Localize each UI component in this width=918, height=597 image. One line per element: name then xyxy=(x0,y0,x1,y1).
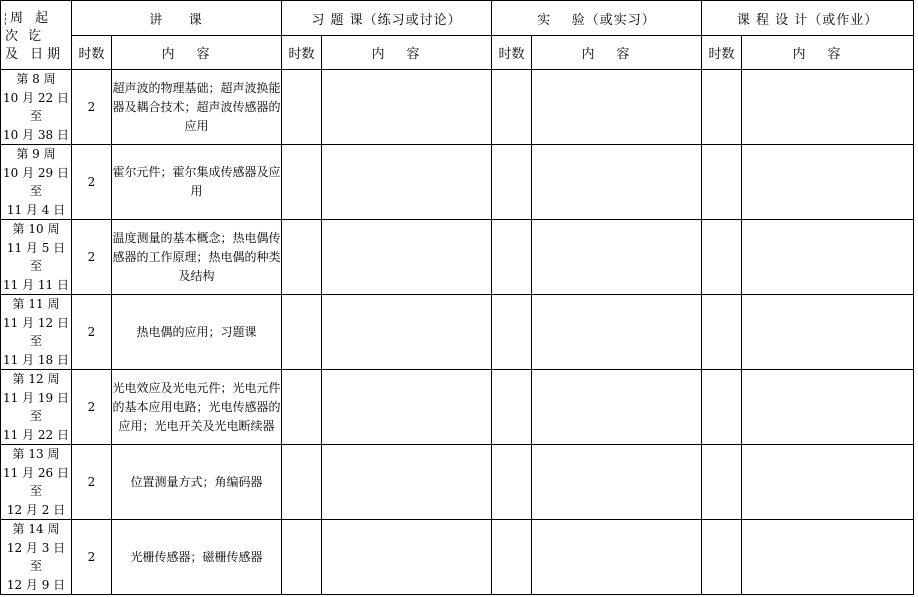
design-hours xyxy=(702,370,742,445)
lecture-content: 霍尔元件；霍尔集成传感器及应用 xyxy=(112,145,282,220)
exercise-hours xyxy=(282,295,322,370)
lecture-content: 温度测量的基本概念；热电偶传感器的工作原理；热电偶的种类及结构 xyxy=(112,220,282,295)
experiment-content xyxy=(532,520,702,595)
week-label: 第 12 周 xyxy=(12,372,60,386)
experiment-content xyxy=(532,70,702,145)
table-row xyxy=(1,295,914,370)
experiment-hours xyxy=(492,70,532,145)
design-content xyxy=(742,295,914,370)
corner-label-3: 及 日期 xyxy=(5,47,65,62)
exercise-hours xyxy=(282,445,322,520)
week-date-header xyxy=(1,1,72,70)
date-separator: 至 xyxy=(29,109,42,123)
week-label: 第 14 周 xyxy=(12,522,60,536)
corner-label-1: 周 起 xyxy=(10,11,53,26)
design-content xyxy=(742,370,914,445)
exercise-hours xyxy=(282,70,322,145)
experiment-content xyxy=(532,220,702,295)
start-date: 10 月 29 日 xyxy=(3,165,69,180)
header-row-top xyxy=(1,1,914,36)
end-date: 10 月 38 日 xyxy=(3,127,69,142)
lecture-hours: 2 xyxy=(72,145,112,220)
design-content-header xyxy=(742,36,914,70)
week-label: 第 13 周 xyxy=(12,447,60,461)
date-separator: 至 xyxy=(29,409,42,423)
experiment-hours xyxy=(492,520,532,595)
lecture-hours: 2 xyxy=(72,520,112,595)
design-content xyxy=(742,145,914,220)
exercise-content xyxy=(322,520,492,595)
experiment-content-label: 内容 xyxy=(581,47,652,62)
start-date: 12 月 3 日 xyxy=(6,540,66,555)
week-cell xyxy=(1,370,72,445)
design-hours xyxy=(702,220,742,295)
design-hours xyxy=(702,295,742,370)
design-content-label: 内容 xyxy=(792,47,863,62)
week-label: 第 9 周 xyxy=(16,147,56,161)
table-row xyxy=(1,220,914,295)
lecture-content: 光栅传感器；磁栅传感器 xyxy=(112,520,282,595)
date-separator: 至 xyxy=(29,259,42,273)
exercise-content xyxy=(322,145,492,220)
week-cell xyxy=(1,295,72,370)
lecture-content: 超声波的物理基础；超声波换能器及耦合技术；超声波传感器的应用 xyxy=(112,70,282,145)
edit-mark-icon xyxy=(5,13,9,25)
end-date: 12 月 2 日 xyxy=(6,502,66,517)
start-date: 11 月 5 日 xyxy=(6,240,66,255)
date-separator: 至 xyxy=(29,184,42,198)
exercise-hours xyxy=(282,145,322,220)
end-date: 11 月 11 日 xyxy=(3,277,69,292)
lecture-content: 热电偶的应用；习题课 xyxy=(112,295,282,370)
date-separator: 至 xyxy=(29,559,42,573)
exercise-content xyxy=(322,220,492,295)
experiment-hours xyxy=(492,145,532,220)
week-label: 第 8 周 xyxy=(16,72,56,86)
experiment-header: 实 验（或实习） xyxy=(492,1,702,36)
start-date: 11 月 26 日 xyxy=(3,465,69,480)
end-date: 11 月 22 日 xyxy=(3,427,69,442)
lecture-content: 光电效应及光电元件；光电元件的基本应用电路；光电传感器的应用；光电开关及光电断续器 xyxy=(112,370,282,445)
date-separator: 至 xyxy=(29,484,42,498)
experiment-content xyxy=(532,145,702,220)
table-row xyxy=(1,70,914,145)
table-row xyxy=(1,370,914,445)
week-cell xyxy=(1,520,72,595)
design-content xyxy=(742,520,914,595)
date-separator: 至 xyxy=(29,334,42,348)
design-hours xyxy=(702,145,742,220)
exercise-hours xyxy=(282,370,322,445)
design-header: 课 程 设 计（或作业） xyxy=(702,1,914,36)
lecture-content-header xyxy=(112,36,282,70)
exercise-content xyxy=(322,370,492,445)
lecture-hours: 2 xyxy=(72,70,112,145)
exercise-hours-header: 时数 xyxy=(282,36,322,70)
lecture-content: 位置测量方式；角编码器 xyxy=(112,445,282,520)
lecture-hours-header: 时数 xyxy=(72,36,112,70)
week-cell xyxy=(1,445,72,520)
end-date: 12 月 9 日 xyxy=(6,577,66,592)
lecture-hours: 2 xyxy=(72,445,112,520)
design-content xyxy=(742,445,914,520)
exercise-hours xyxy=(282,520,322,595)
start-date: 11 月 12 日 xyxy=(3,315,69,330)
experiment-hours xyxy=(492,445,532,520)
end-date: 11 月 4 日 xyxy=(6,202,66,217)
start-date: 11 月 19 日 xyxy=(3,390,69,405)
design-hours xyxy=(702,520,742,595)
design-content xyxy=(742,70,914,145)
experiment-hours-header: 时数 xyxy=(492,36,532,70)
exercise-content xyxy=(322,295,492,370)
experiment-hours xyxy=(492,220,532,295)
experiment-content xyxy=(532,295,702,370)
lecture-hours: 2 xyxy=(72,295,112,370)
week-cell xyxy=(1,145,72,220)
lecture-header: 讲 课 xyxy=(72,1,282,36)
experiment-content-header xyxy=(532,36,702,70)
exercise-content-label: 内容 xyxy=(371,47,442,62)
lecture-hours: 2 xyxy=(72,370,112,445)
experiment-hours xyxy=(492,370,532,445)
exercise-header: 习 题 课（练习或讨论） xyxy=(282,1,492,36)
table-row xyxy=(1,445,914,520)
table-row xyxy=(1,145,914,220)
exercise-content xyxy=(322,445,492,520)
start-date: 10 月 22 日 xyxy=(3,90,69,105)
experiment-content xyxy=(532,445,702,520)
exercise-content xyxy=(322,70,492,145)
week-label: 第 10 周 xyxy=(12,222,60,236)
end-date: 11 月 18 日 xyxy=(3,352,69,367)
lecture-content-label: 内容 xyxy=(161,47,232,62)
experiment-hours xyxy=(492,295,532,370)
design-hours xyxy=(702,445,742,520)
lecture-hours: 2 xyxy=(72,220,112,295)
header-row-sub xyxy=(1,36,914,70)
design-content xyxy=(742,220,914,295)
week-cell xyxy=(1,220,72,295)
experiment-content xyxy=(532,370,702,445)
week-cell xyxy=(1,70,72,145)
week-label: 第 11 周 xyxy=(12,297,60,311)
corner-label-2: 次 讫 xyxy=(5,29,45,44)
table-row xyxy=(1,520,914,595)
exercise-content-header xyxy=(322,36,492,70)
design-hours xyxy=(702,70,742,145)
design-hours-header: 时数 xyxy=(702,36,742,70)
exercise-hours xyxy=(282,220,322,295)
